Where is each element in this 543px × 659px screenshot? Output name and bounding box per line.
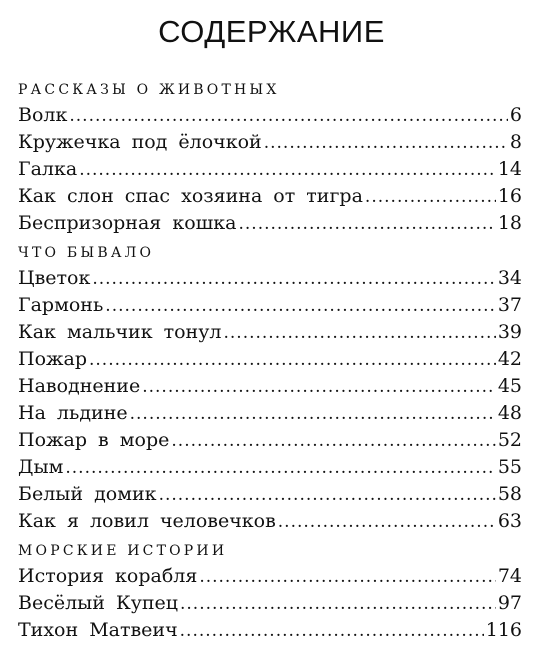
toc-entry[interactable] — [18, 319, 522, 346]
dot-leader — [365, 184, 496, 210]
dot-leader — [69, 103, 508, 129]
entry-title: На льдине — [18, 402, 128, 424]
dot-leader — [264, 130, 508, 156]
dot-leader — [92, 266, 495, 292]
toc-section-animal-stories — [18, 79, 522, 237]
entry-page-number: 16 — [497, 185, 522, 207]
toc-entry[interactable] — [18, 427, 522, 454]
toc-entry[interactable] — [18, 156, 522, 183]
toc-entry[interactable] — [18, 508, 522, 535]
entry-title: Пожар в море — [18, 429, 170, 451]
entry-page-number: 48 — [497, 402, 522, 424]
entry-page-number: 18 — [497, 212, 522, 234]
dot-leader — [130, 401, 496, 427]
toc-entry[interactable] — [18, 265, 522, 292]
page-title: СОДЕРЖАНИЕ — [158, 14, 385, 49]
dot-leader — [278, 509, 496, 535]
toc-entry[interactable] — [18, 292, 522, 319]
toc-entry[interactable] — [18, 590, 522, 617]
entry-page-number: 63 — [497, 510, 522, 532]
entry-title: История корабля — [18, 565, 198, 587]
section-heading: РАССКАЗЫ О ЖИВОТНЫХ — [18, 82, 280, 98]
dot-leader — [180, 618, 484, 644]
entry-page-number: 39 — [497, 321, 522, 343]
entry-title: Как слон спас хозяина от тигра — [18, 185, 363, 207]
dot-leader — [89, 347, 496, 373]
toc-entry[interactable] — [18, 210, 522, 237]
dot-leader — [159, 482, 496, 508]
entry-title: Кружечка под ёлочкой — [18, 131, 262, 153]
dot-leader — [180, 591, 496, 617]
toc-section-what-happened — [18, 242, 522, 535]
entry-page-number: 74 — [497, 565, 522, 587]
dot-leader — [199, 564, 496, 590]
entry-page-number: 14 — [497, 158, 522, 180]
entry-title: Цветок — [18, 267, 91, 289]
toc-entry[interactable] — [18, 454, 522, 481]
toc-section-sea-stories — [18, 540, 522, 644]
section-heading: ЧТО БЫВАЛО — [18, 245, 155, 261]
entry-title: Весёлый Купец — [18, 592, 178, 614]
entry-title: Волк — [18, 104, 68, 126]
toc-entry[interactable] — [18, 481, 522, 508]
entry-title: Как мальчик тонул — [18, 321, 222, 343]
entry-title: Тихон Матвеич — [18, 619, 178, 641]
entry-page-number: 55 — [497, 456, 522, 478]
toc-entry[interactable] — [18, 346, 522, 373]
toc-entry[interactable] — [18, 563, 522, 590]
entry-title: Беспризорная кошка — [18, 212, 237, 234]
dot-leader — [105, 293, 496, 319]
entry-page-number: 37 — [497, 294, 522, 316]
dot-leader — [142, 374, 496, 400]
dot-leader — [239, 211, 496, 237]
entry-page-number: 97 — [497, 592, 522, 614]
entry-page-number: 42 — [497, 348, 522, 370]
toc-entry[interactable] — [18, 102, 522, 129]
entry-page-number: 34 — [497, 267, 522, 289]
entry-title: Наводнение — [18, 375, 141, 397]
dot-leader — [79, 157, 496, 183]
toc-entry[interactable] — [18, 129, 522, 156]
entry-title: Галка — [18, 158, 78, 180]
entry-title: Как я ловил человечков — [18, 510, 276, 532]
dot-leader — [171, 428, 495, 454]
entry-title: Пожар — [18, 348, 87, 370]
entry-page-number: 45 — [497, 375, 522, 397]
entry-page-number: 6 — [509, 104, 522, 126]
toc-entry[interactable] — [18, 373, 522, 400]
entry-page-number: 52 — [497, 429, 522, 451]
entry-title: Дым — [18, 456, 64, 478]
table-of-contents — [18, 79, 522, 644]
section-heading: МОРСКИЕ ИСТОРИИ — [18, 543, 228, 559]
entry-page-number: 58 — [497, 483, 522, 505]
dot-leader — [223, 320, 495, 346]
toc-entry[interactable] — [18, 183, 522, 210]
entry-page-number: 8 — [509, 131, 522, 153]
dot-leader — [65, 455, 495, 481]
entry-title: Белый домик — [18, 483, 157, 505]
toc-entry[interactable] — [18, 400, 522, 427]
toc-entry[interactable] — [18, 617, 522, 644]
entry-page-number: 116 — [485, 619, 522, 641]
entry-title: Гармонь — [18, 294, 104, 316]
